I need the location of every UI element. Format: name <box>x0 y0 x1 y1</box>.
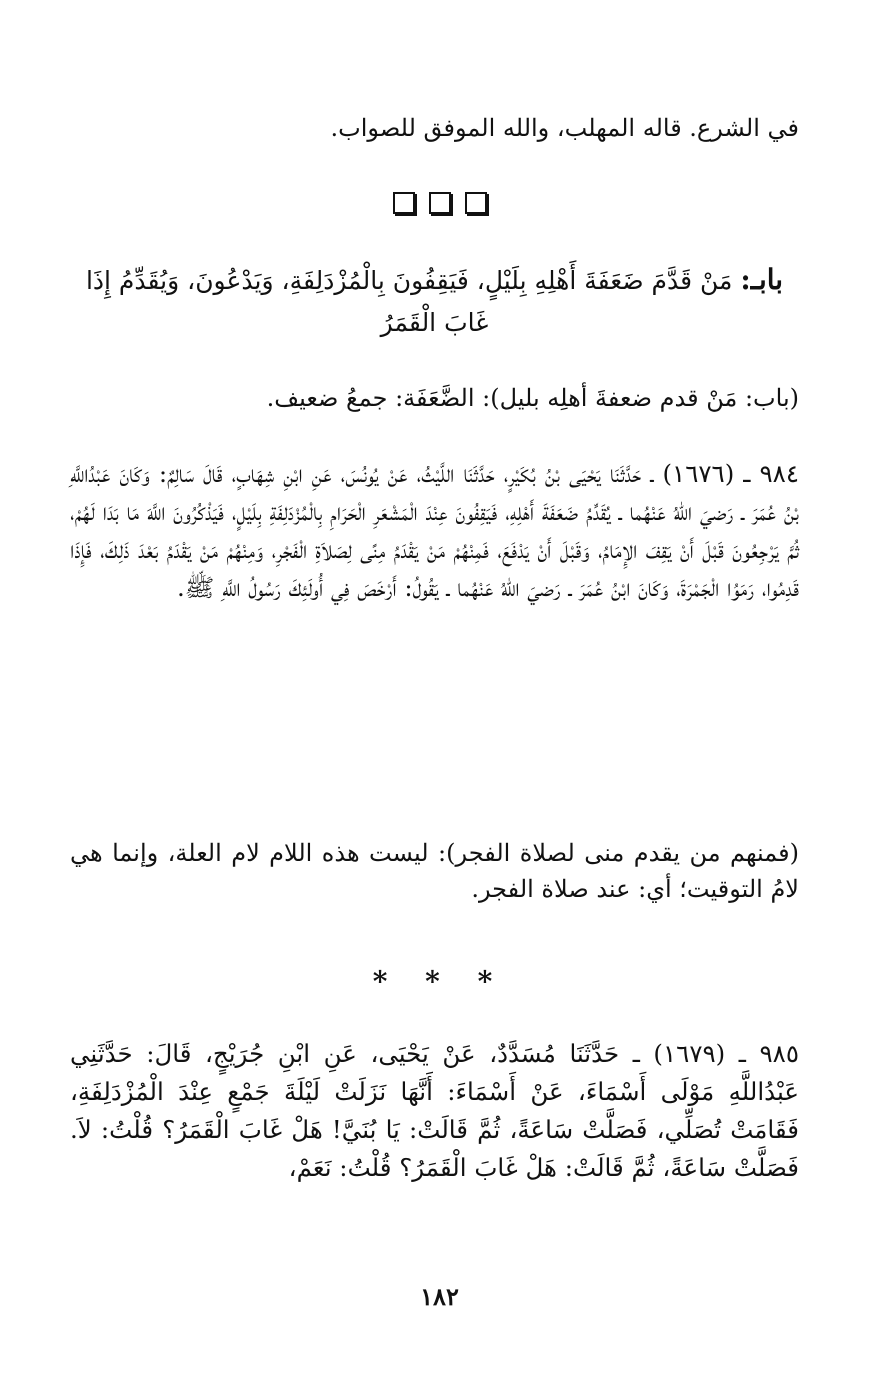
hadith-984-gloss: (فمنهم من يقدم منى لصلاة الفجر): ليست هذه اللام لام العلة، وإنما هي لامُ التوقيت؛ أي: عند صلاة الفجر. <box>70 839 799 903</box>
chapter-title: مَنْ قَدَّمَ ضَعَفَةَ أَهْلِهِ بِلَيْلٍ، فَيَقِفُونَ بِالْمُزْدَلِفَةِ، وَيَدْعُونَ، وَيُقَدِّمُ إِذَا غَابَ الْقَمَرُ <box>85 266 733 337</box>
hadith-985: ٩٨٥ ـ (١٦٧٩) ـ حَدَّثَنَا مُسَدَّدٌ، عَنْ يَحْيَى، عَنِ ابْنِ جُرَيْجٍ، قَالَ: حَدَّثَنِي عَبْدُاللَّهِ مَوْلَى أَسْمَاءَ، عَنْ أَسْمَاءَ: أَنَّهَا نَزَلَتْ لَيْلَةَ جَمْعٍ عِنْدَ الْمُزْدَلِفَةِ، فَقَامَتْ تُصَلِّي، فَصَلَّتْ سَاعَةً، ثُمَّ قَالَتْ: يَا بُنَيَّ! هَلْ غَابَ الْقَمَرُ؟ قُلْتُ: لاَ. فَصَلَّتْ سَاعَةً، ثُمَّ قَالَتْ: هَلْ غَابَ الْقَمَرُ؟ قُلْتُ: نَعَمْ، <box>70 1039 799 1182</box>
section-divider-stars: * * * <box>372 965 507 998</box>
intro-paragraph: في الشرع. قاله المهلب، والله الموفق للصواب. <box>330 114 799 142</box>
page-number: ١٨٢ <box>420 1282 459 1311</box>
divider-box-icon <box>465 192 487 214</box>
hadith-984: ٩٨٤ ـ (١٦٧٦) ـ حَدَّثَنَا يَحْيَى بْنُ بُكَيْرٍ، حَدَّثَنَا اللَّيْثُ، عَنْ يُونُسَ، عَنِ ابْنِ شِهَابٍ، قَالَ سَالِمٌ: وَكَانَ عَبْدُاللَّهِ بْنُ عُمَرَ ـ رَضيَ اللهُ عَنْهُما ـ يُقَدِّمُ ضَعَفَةَ أَهْلِهِ، فَيَقِفُونَ عِنْدَ الْمَشْعَرِ الْحَرَامِ بِالْمُزْدَلِفَةِ بِلَيْلٍ، فَيَذْكُرُونَ اللَّهَ مَا بَدَا لَهُمْ، ثُمَّ يَرْجِعُونَ قَبْلَ أَنْ يَقِفَ الإِمَامُ، وَقَبْلَ أَنْ يَدْفَعَ، فَمِنْهُمْ مَنْ يَقْدَمُ مِنًى لِصَلاَةِ الْفَجْرِ، وَمِنْهُمْ مَنْ يَقْدَمُ بَعْدَ ذَلِكَ، فَإِذَا قَدِمُوا، رَمَوُا الْجَمْرَةَ، وَكَانَ ابْنُ عُمَرَ ـ رَضيَ اللهُ عَنْهُما ـ يَقُولُ: أَرْخَصَ فِي أُولَئِكَ رَسُولُ اللَّهِ ﷺ. <box>70 459 799 602</box>
section-divider-boxes <box>0 192 879 214</box>
chapter-gloss: (باب: مَنْ قدم ضعفةَ أهلِه بليل): الضَّعَفَة: جمعُ ضعيف. <box>266 384 799 412</box>
divider-box-icon <box>393 192 415 214</box>
divider-box-icon <box>429 192 451 214</box>
chapter-heading <box>70 258 799 343</box>
chapter-label: بابـ: <box>740 263 784 296</box>
